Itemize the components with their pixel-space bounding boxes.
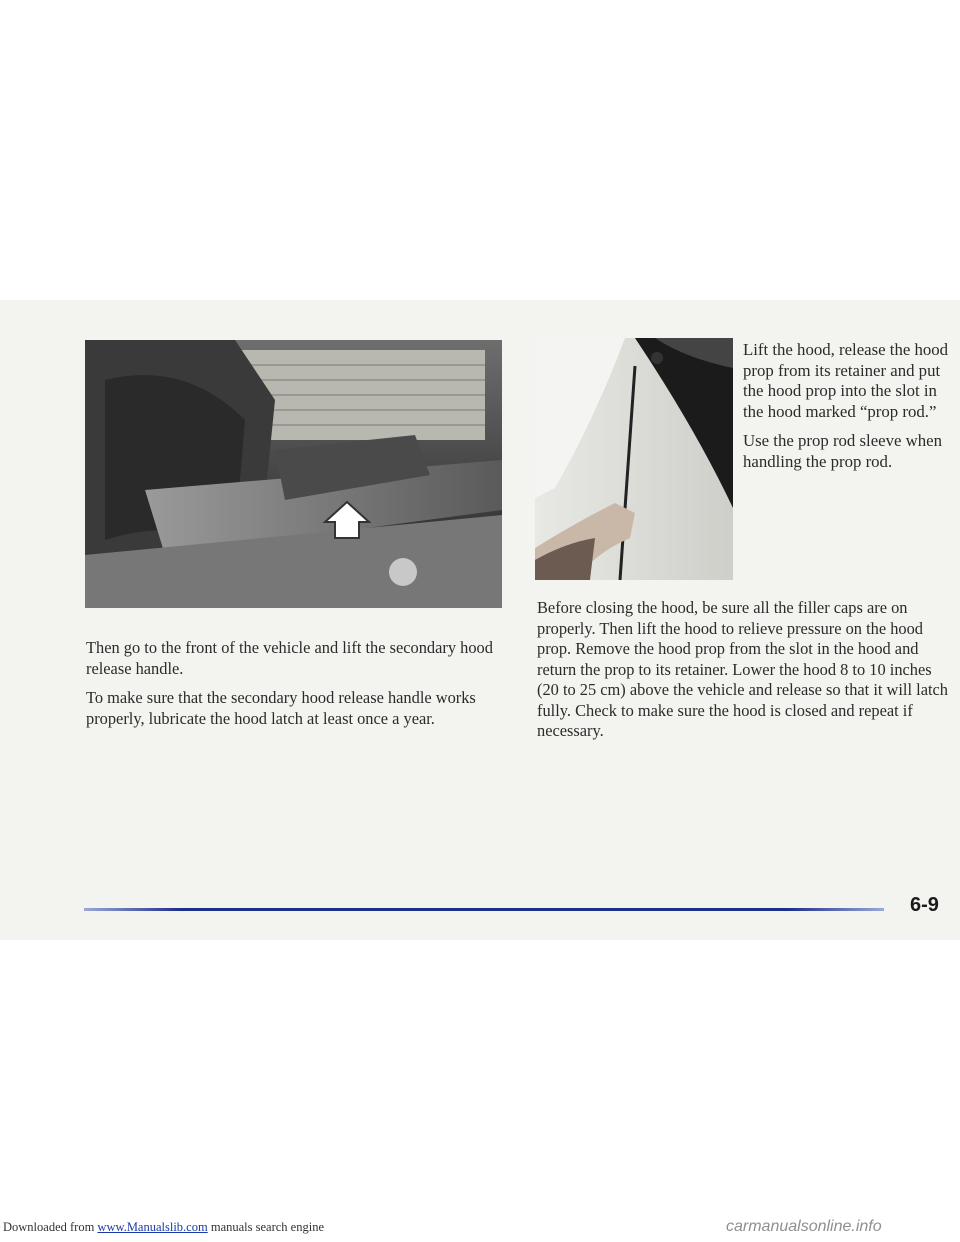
paragraph: Lift the hood, release the hood prop from its retainer and put the hood prop into the slot in the hood marked “prop rod.” xyxy=(743,340,949,421)
manualslib-link[interactable]: www.Manualslib.com xyxy=(97,1220,208,1234)
closing-hood-instructions xyxy=(537,598,957,751)
paragraph: Before closing the hood, be sure all the filler caps are on properly. Then lift the hood to relieve pressure on the hood prop. Remove the hood prop from the slot in the hood and return the prop to its retainer. Lower the hood 8 to 10 inches (20 to 25 cm) above the vehicle and release so that it will latch fully. Check to make sure the hood is closed and repeat if necessary. xyxy=(537,598,948,740)
paragraph: To make sure that the secondary hood release handle works properly, lubricate the hood latch at least once a year. xyxy=(86,688,476,728)
download-suffix: manuals search engine xyxy=(207,1220,324,1234)
hood-release-photo xyxy=(85,340,502,608)
hood-prop-photo xyxy=(535,338,733,580)
secondary-release-instructions xyxy=(86,638,511,738)
download-source-line xyxy=(3,1220,324,1235)
paragraph: Use the prop rod sleeve when handling the prop rod. xyxy=(743,431,942,471)
lift-hood-instructions xyxy=(743,340,953,481)
download-prefix: Downloaded from xyxy=(3,1220,98,1234)
site-watermark: carmanualsonline.info xyxy=(726,1218,882,1235)
page-number: 6-9 xyxy=(910,894,939,916)
footer-rule xyxy=(84,908,884,911)
paragraph: Then go to the front of the vehicle and lift the secondary hood release handle. xyxy=(86,638,493,678)
